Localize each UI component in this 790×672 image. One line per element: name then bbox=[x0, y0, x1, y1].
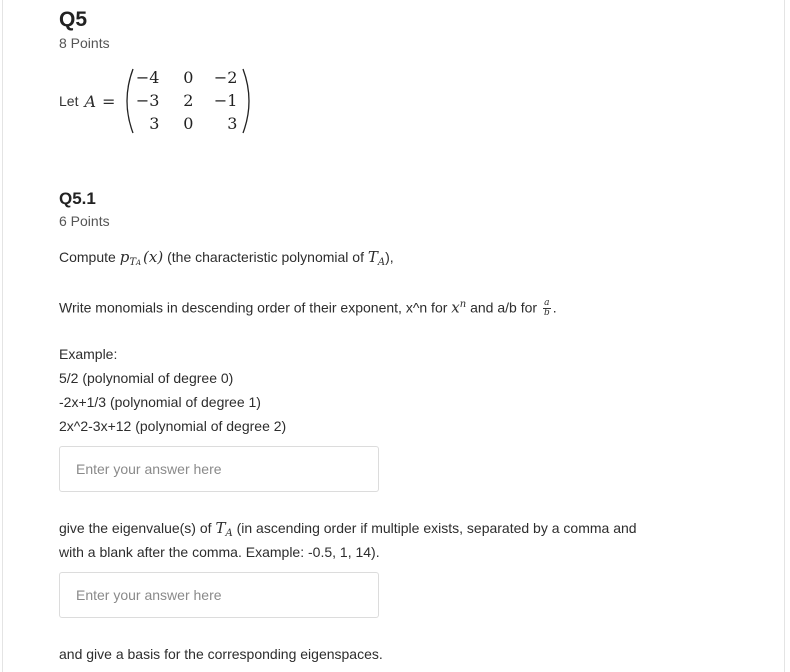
write-mid: and a/b for bbox=[470, 299, 538, 316]
char-poly-arg: (x) bbox=[143, 248, 164, 266]
compute-prefix: Compute bbox=[59, 249, 116, 265]
basis-instruction: and give a basis for the corresponding eigenspaces. bbox=[59, 646, 383, 662]
matrix-cell: −1 bbox=[213, 91, 238, 110]
compute-t-subscript: A bbox=[377, 257, 386, 268]
matrix-cell: 3 bbox=[149, 114, 160, 133]
example-label: Example: bbox=[59, 346, 118, 362]
let-label: Let bbox=[59, 93, 79, 109]
write-prefix: Write monomials in descending order of their exponent, x^n for bbox=[59, 299, 448, 316]
equals-sign: = bbox=[102, 91, 116, 111]
matrix-cell: 3 bbox=[227, 114, 238, 133]
subquestion-points: 6 Points bbox=[59, 213, 110, 229]
eig-suffix: (in ascending order if multiple exists, separated by a comma and bbox=[236, 520, 637, 536]
example-line: 2x^2-3x+12 (polynomial of degree 2) bbox=[59, 418, 287, 434]
char-poly-symbol bbox=[120, 248, 141, 266]
matrix-cell: −3 bbox=[135, 91, 160, 110]
matrix-symbol: A bbox=[84, 91, 97, 111]
compute-suffix: (the characteristic polynomial of bbox=[167, 249, 364, 265]
eig-prefix: give the eigenvalue(s) of bbox=[59, 520, 212, 536]
eig-t-symbol: T bbox=[215, 519, 226, 537]
write-end: . bbox=[552, 299, 557, 316]
matrix bbox=[123, 66, 253, 136]
frac-den: b bbox=[543, 308, 550, 319]
eigenvalue-instruction bbox=[59, 516, 637, 543]
char-poly-subsub: A bbox=[135, 259, 142, 267]
matrix-cell: 2 bbox=[183, 91, 194, 110]
format-instruction bbox=[59, 293, 557, 320]
example-line: -2x+1/3 (polynomial of degree 1) bbox=[59, 394, 261, 410]
frac-num: a bbox=[544, 298, 550, 309]
subquestion-title: Q5.1 bbox=[59, 189, 96, 208]
char-poly-subscript bbox=[129, 257, 141, 268]
fraction-a-over-b bbox=[543, 299, 551, 318]
char-poly-answer-input[interactable] bbox=[59, 446, 379, 492]
matrix-cell: 0 bbox=[183, 68, 194, 87]
matrix-cell: 0 bbox=[183, 114, 194, 133]
matrix-cell: −4 bbox=[135, 68, 160, 87]
matrix-definition bbox=[59, 66, 253, 136]
matrix-cell: −2 bbox=[213, 68, 238, 87]
eigenvalue-instruction-line2: with a blank after the comma. Example: -0.5, 1, 14). bbox=[59, 544, 380, 560]
question-points: 8 Points bbox=[59, 35, 110, 51]
char-poly-sub: T bbox=[129, 257, 136, 268]
char-poly-fn: p bbox=[119, 248, 130, 266]
compute-instruction bbox=[59, 245, 394, 272]
eigenvalue-answer-input[interactable] bbox=[59, 572, 379, 618]
compute-t-symbol: T bbox=[367, 248, 378, 266]
compute-close: ), bbox=[385, 249, 394, 265]
write-x: x bbox=[451, 298, 460, 317]
eig-t-subscript: A bbox=[225, 528, 233, 539]
write-n: n bbox=[459, 299, 467, 310]
question-title: Q5 bbox=[59, 8, 88, 31]
example-line: 5/2 (polynomial of degree 0) bbox=[59, 370, 234, 386]
